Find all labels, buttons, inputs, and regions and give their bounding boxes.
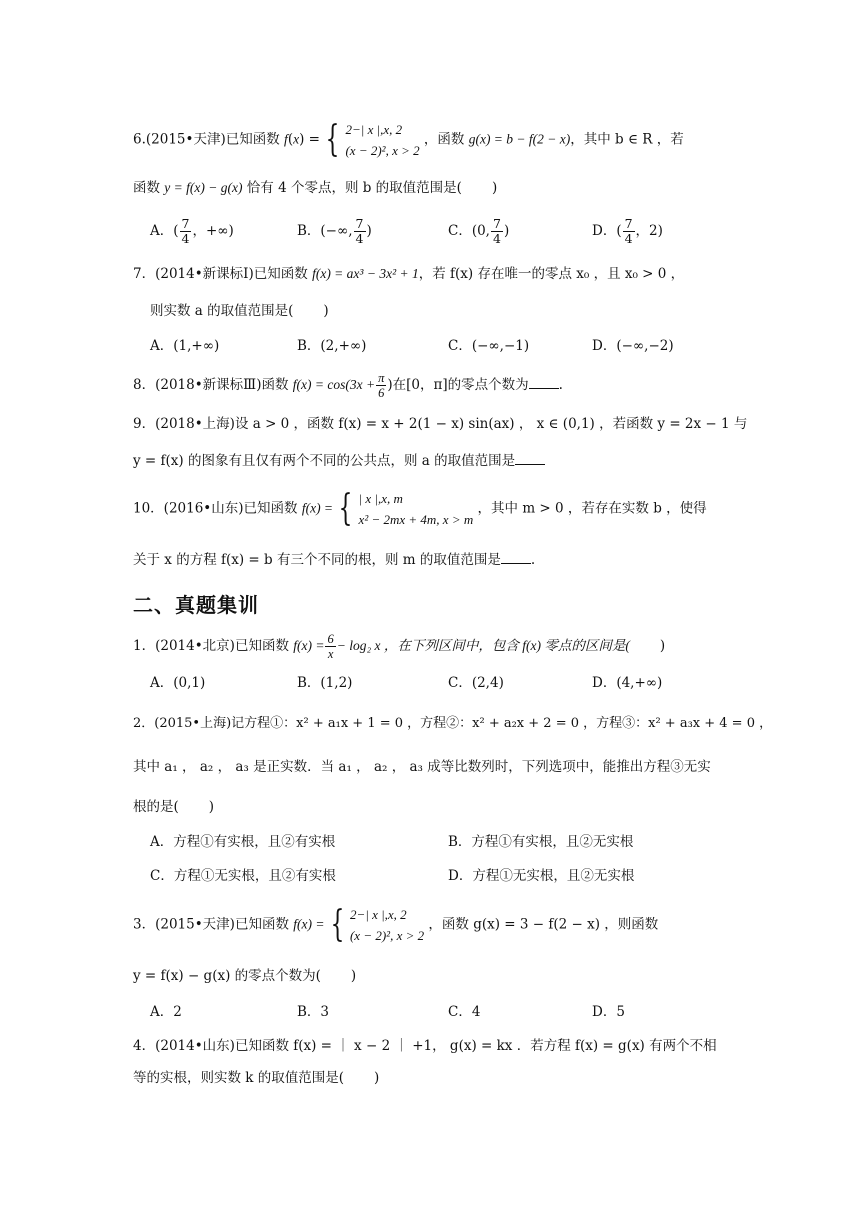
answer-blank[interactable] [501, 551, 531, 564]
q6-option-b[interactable]: B．(−∞, $\frac{7}{4}$ ) [297, 216, 372, 246]
q7-line1: 7．(2014•新课标Ⅰ)已知函数 f(x) = ax³ − 3x² + 1，若 f(x) 存在唯一的零点 x₀ ，且 x₀ > 0 ， [133, 266, 685, 282]
q7-option-d[interactable]: D．(−∞,−2) [592, 338, 674, 354]
r3-line2: y = f(x) − g(x) 的零点个数为( ) [133, 968, 357, 984]
section-heading: 二、真题集训 [133, 593, 259, 617]
q6-number: 6. [133, 131, 146, 148]
q7-option-a[interactable]: A．(1,+∞) [150, 338, 220, 354]
r2-option-c[interactable]: C．方程①无实根，且②有实根 [150, 868, 336, 884]
q9-line2: y = f(x) 的图象有且仅有两个不同的公共点，则 a 的取值范围是 [133, 451, 545, 471]
r3-option-c[interactable]: C．4 [448, 1004, 481, 1020]
q6-line1: 6.(2015•天津)已知函数 f(x) = { 2−| x |,x, 2 (x − 2)², x > 2 ，函数 g(x) = b − f(2 − x)，其中 b ∈ R ，若 [133, 119, 684, 160]
r1-line: 1．(2014•北京)已知函数 f(x) = $\frac{6}{x}$ − log₂ x ，在下列区间中，包含 f(x) 零点的区间是( ) [133, 632, 666, 661]
r3-line1: 3．(2015•天津)已知函数 f(x) = { 2−| x |,x, 2 (x − 2)², x > 2 ，函数 g(x) = 3 − f(2 − x) ，则函数 [133, 904, 659, 945]
q7-line2: 则实数 a 的取值范围是( ) [150, 303, 329, 319]
q6-line2: 函数 y = f(x) − g(x) 恰有 4 个零点，则 b 的取值范围是( ) [133, 180, 498, 196]
fraction: $\frac{7}{4}$ [181, 216, 190, 246]
fraction: $\frac{7}{4}$ [355, 216, 364, 246]
q7-option-c[interactable]: C．(−∞,−1) [448, 338, 530, 354]
q8-line: 8．(2018•新课标Ⅲ)函数 f(x) = cos(3x + $\frac{\pi}{6}$ )在[0，π]的零点个数为 . [133, 371, 563, 400]
q6-option-a[interactable]: A．( $\frac{7}{4}$ ，+∞) [150, 216, 234, 246]
q10-line1: 10．(2016•山东)已知函数 f(x) = { | x |,x, m x² − 2mx + 4m, x > m ，其中 m > 0 ，若存在实数 b ，使得 [133, 488, 707, 529]
r1-option-c[interactable]: C．(2,4) [448, 675, 504, 691]
r4-line1: 4．(2014•山东)已知函数 f(x) = ｜ x − 2 ｜ +1， g(x) = kx ．若方程 f(x) = g(x) 有两个不相 [133, 1038, 717, 1054]
r3-option-b[interactable]: B．3 [297, 1004, 330, 1020]
q9-line1: 9．(2018•上海)设 a > 0 ，函数 f(x) = x + 2(1 − x) sin(ax) ， x ∈ (0,1) ，若函数 y = 2x − 1 与 [133, 416, 748, 432]
r3-option-a[interactable]: A．2 [150, 1004, 182, 1020]
fraction: $\frac{\pi}{6}$ [378, 371, 385, 400]
left-brace: { [338, 488, 353, 529]
q6-piecewise: 2−| x |,x, 2 (x − 2)², x > 2 [345, 122, 420, 158]
answer-blank[interactable] [529, 376, 559, 389]
fraction: $\frac{6}{x}$ [327, 632, 334, 661]
q6-option-d[interactable]: D．( $\frac{7}{4}$ ，2) [592, 216, 663, 246]
q6-option-c[interactable]: C．(0, $\frac{7}{4}$ ) [448, 216, 510, 246]
fraction: $\frac{7}{4}$ [624, 216, 633, 246]
left-brace: { [330, 904, 345, 945]
r2-option-b[interactable]: B．方程①有实根，且②无实根 [448, 834, 634, 850]
r1-option-b[interactable]: B．(1,2) [297, 675, 353, 691]
r2-line2: 其中 a₁ ， a₂ ， a₃ 是正实数．当 a₁ ， a₂ ， a₃ 成等比数列时，下列选项中，能推出方程③无实 [133, 759, 711, 775]
r2-option-a[interactable]: A．方程①有实根，且②有实根 [150, 834, 336, 850]
r1-option-d[interactable]: D．(4,+∞) [592, 675, 663, 691]
r2-option-d[interactable]: D．方程①无实根，且②无实根 [448, 868, 635, 884]
q10-line2: 关于 x 的方程 f(x) = b 有三个不同的根，则 m 的取值范围是 . [133, 552, 536, 568]
answer-blank[interactable] [515, 452, 545, 465]
r2-line3: 根的是( ) [133, 799, 215, 815]
r3-piecewise: 2−| x |,x, 2 (x − 2)², x > 2 [349, 907, 425, 943]
q10-piecewise: | x |,x, m x² − 2mx + 4m, x > m [358, 491, 474, 527]
q6-source: (2015•天津)已知函数 [145, 131, 280, 148]
r1-option-a[interactable]: A．(0,1) [150, 675, 206, 691]
q7-option-b[interactable]: B．(2,+∞) [297, 338, 367, 354]
left-brace: { [325, 119, 340, 160]
fraction: $\frac{7}{4}$ [492, 216, 501, 246]
r4-line2: 等的实根，则实数 k 的取值范围是( ) [133, 1070, 380, 1086]
r2-line1: 2．(2015•上海)记方程①：x² + a₁x + 1 = 0 ，方程②：x² + a₂x + 2 = 0 ，方程③：x² + a₃x + 4 = 0 ， [133, 716, 773, 731]
r3-option-d[interactable]: D．5 [592, 1004, 625, 1020]
